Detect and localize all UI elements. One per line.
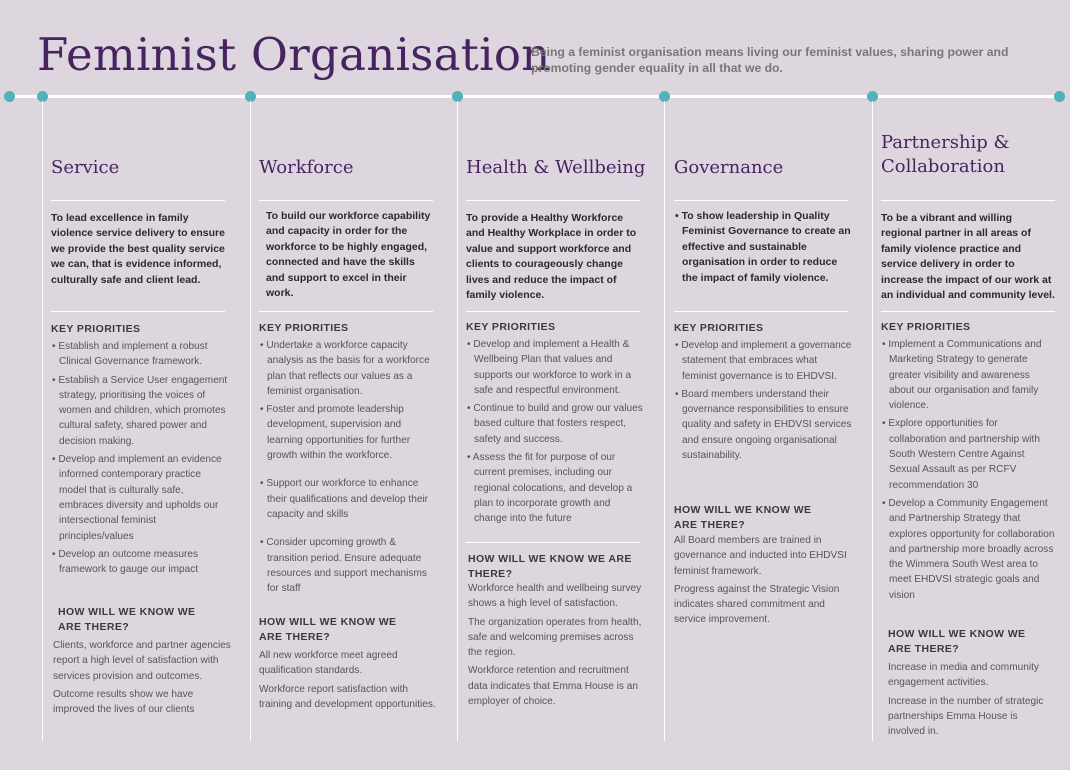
timeline-line xyxy=(9,95,1061,98)
column-divider xyxy=(250,101,251,741)
how-will-we-know-heading: HOW WILL WE KNOW WE ARE THERE? xyxy=(888,628,1026,655)
column-heading: Health & Wellbeing xyxy=(466,157,646,178)
column-goal: To provide a Healthy Workforce and Healthy Workplace in order to value and support workforce and clients to courageously change lives and reduce the impact of family violence. xyxy=(466,212,637,302)
key-priorities-heading: KEY PRIORITIES xyxy=(466,321,556,333)
how-will-we-know-heading: HOW WILL WE KNOW WE ARE THERE? xyxy=(259,616,397,643)
column-goal: • To show leadership in Quality Feminist Governance to create an effective and sustainable organisation in order to reduce the impact of family violence. xyxy=(675,210,851,284)
priority-item: • Consider upcoming growth & transition period. Ensure adequate resources and support mechanisms for staff xyxy=(259,535,437,596)
timeline-dot xyxy=(1054,91,1065,102)
heading-rule xyxy=(466,200,640,201)
how-will-we-know-heading: HOW WILL WE KNOW WE ARE THERE? xyxy=(674,504,812,531)
know-item: All new workforce meet agreed qualification standards. xyxy=(259,650,398,677)
priority-item: • Develop and implement an evidence informed contemporary practice model that is culturally safe, embraces diversity and upholds our intersectional feminist principles/values xyxy=(51,452,229,544)
page-title: Feminist Organisation xyxy=(37,28,551,81)
how-will-we-know-heading: HOW WILL WE KNOW WE ARE THERE? xyxy=(58,606,196,633)
know-list xyxy=(53,638,231,720)
priority-item: • Develop an outcome measures framework to gauge our impact xyxy=(51,547,229,578)
timeline-dot xyxy=(4,91,15,102)
goal-rule xyxy=(466,311,640,312)
priority-item: • Explore opportunities for collaboration and partnership with South Western Centre Against Sexual Assault as per RCFV recommendation 30 xyxy=(881,416,1057,492)
priority-item: • Board members understand their governance responsibilities to ensure quality and safety in EHDVSI services and ensure ongoing organisational sustainability. xyxy=(674,387,852,463)
know-rule xyxy=(466,542,640,543)
know-list xyxy=(468,581,646,712)
priority-item: • Develop and implement a Health & Wellbeing Plan that values and supports our workforce to work in a safe and respectful environment. xyxy=(466,337,644,398)
column-goal: To be a vibrant and willing regional partner in all areas of family violence practice and service delivery in order to increase the impact of our work at an individual and community level. xyxy=(881,212,1055,302)
column-goal: To lead excellence in family violence service delivery to ensure we provide the best quality service we can, that is evidence informed, culturally safe and client lead. xyxy=(51,212,225,286)
know-item: Clients, workforce and partner agencies report a high level of satisfaction with services provision and outcomes. xyxy=(53,640,231,682)
know-item: Increase in the number of strategic partnerships Emma House is involved in. xyxy=(888,695,1044,738)
column-goal: To build our workforce capability and capacity in order for the workforce to be highly engaged, connected and have the skills and support to excel in their work. xyxy=(266,210,431,300)
priorities-list xyxy=(466,337,644,530)
key-priorities-heading: KEY PRIORITIES xyxy=(881,321,971,333)
priority-item: • Undertake a workforce capacity analysis as the basis for a workforce plan that reflects our values as a feminist organisation. xyxy=(259,338,437,399)
priority-item: • Establish a Service User engagement strategy, prioritising the voices of women and children, which promotes cultural safety, shared power and decision making. xyxy=(51,373,229,449)
goal-rule xyxy=(51,311,225,312)
know-item: The organization operates from health, safe and welcoming premises across the region. xyxy=(468,616,642,659)
heading-rule xyxy=(259,200,433,201)
column-divider xyxy=(42,101,43,741)
priority-item: • Continue to build and grow our values based culture that fosters respect, safety and success. xyxy=(466,401,644,447)
know-item: Progress against the Strategic Vision indicates shared commitment and service improvement. xyxy=(674,583,840,626)
column-heading: Governance xyxy=(674,157,784,178)
know-item: Increase in media and community engagement activities. xyxy=(888,662,1039,689)
column-divider xyxy=(664,101,665,741)
know-item: Workforce retention and recruitment data indicates that Emma House is an employer of choice. xyxy=(468,665,639,708)
priority-item: • Foster and promote leadership development, supervision and learning opportunities for further growth within the workforce. xyxy=(259,402,437,463)
priorities-list xyxy=(51,339,229,580)
know-item: Outcome results show we have improved the lives of our clients xyxy=(53,688,195,716)
page-subtitle: Being a feminist organisation means living our feminist values, sharing power and promoting gender equality in all that we do. xyxy=(531,45,1009,75)
know-list xyxy=(888,660,1048,742)
heading-rule xyxy=(881,200,1055,201)
how-will-we-know-heading: HOW WILL WE KNOW WE ARE THERE? xyxy=(468,553,632,580)
priority-item: • Develop and implement a governance statement that embraces what feminist governance is to EHDVSI. xyxy=(674,338,852,384)
know-item: Workforce report satisfaction with training and development opportunities. xyxy=(259,683,436,710)
key-priorities-heading: KEY PRIORITIES xyxy=(51,323,141,335)
know-list xyxy=(259,648,437,715)
priority-item: • Implement a Communications and Marketing Strategy to generate greater visibility and awareness about our organisation and family violence. xyxy=(881,337,1057,413)
goal-rule xyxy=(674,311,848,312)
column-heading: Workforce xyxy=(259,157,354,178)
goal-rule xyxy=(881,311,1055,312)
priority-item: • Assess the fit for purpose of our current premises, including our regional colocations, and develop a plan to incorporate growth and change into the future xyxy=(466,450,644,526)
column-divider xyxy=(872,101,873,741)
key-priorities-heading: KEY PRIORITIES xyxy=(674,322,764,334)
column-heading: Partnership & Collaboration xyxy=(881,132,1010,177)
goal-rule xyxy=(259,311,433,312)
column-divider xyxy=(457,101,458,741)
column-heading: Service xyxy=(51,157,120,178)
key-priorities-heading: KEY PRIORITIES xyxy=(259,322,349,334)
priority-item: • Establish and implement a robust Clinical Governance framework. xyxy=(51,339,229,370)
know-item: All Board members are trained in governance and inducted into EHDVSI feminist framework. xyxy=(674,535,847,577)
priorities-list xyxy=(259,338,437,599)
priority-item: • Develop a Community Engagement and Partnership Strategy that explores opportunity for collaboration and partnership more broadly across the Wimmera South West area to meet EHDVSI strategic goals and vision xyxy=(881,496,1057,603)
heading-rule xyxy=(674,200,848,201)
heading-rule xyxy=(51,200,225,201)
know-item: Workforce health and wellbeing survey shows a high level of satisfaction. xyxy=(468,583,642,610)
know-list xyxy=(674,533,852,631)
priority-item: • Support our workforce to enhance their qualifications and develop their capacity and skills xyxy=(259,476,437,522)
priorities-list xyxy=(881,337,1057,606)
priorities-list xyxy=(674,338,852,466)
